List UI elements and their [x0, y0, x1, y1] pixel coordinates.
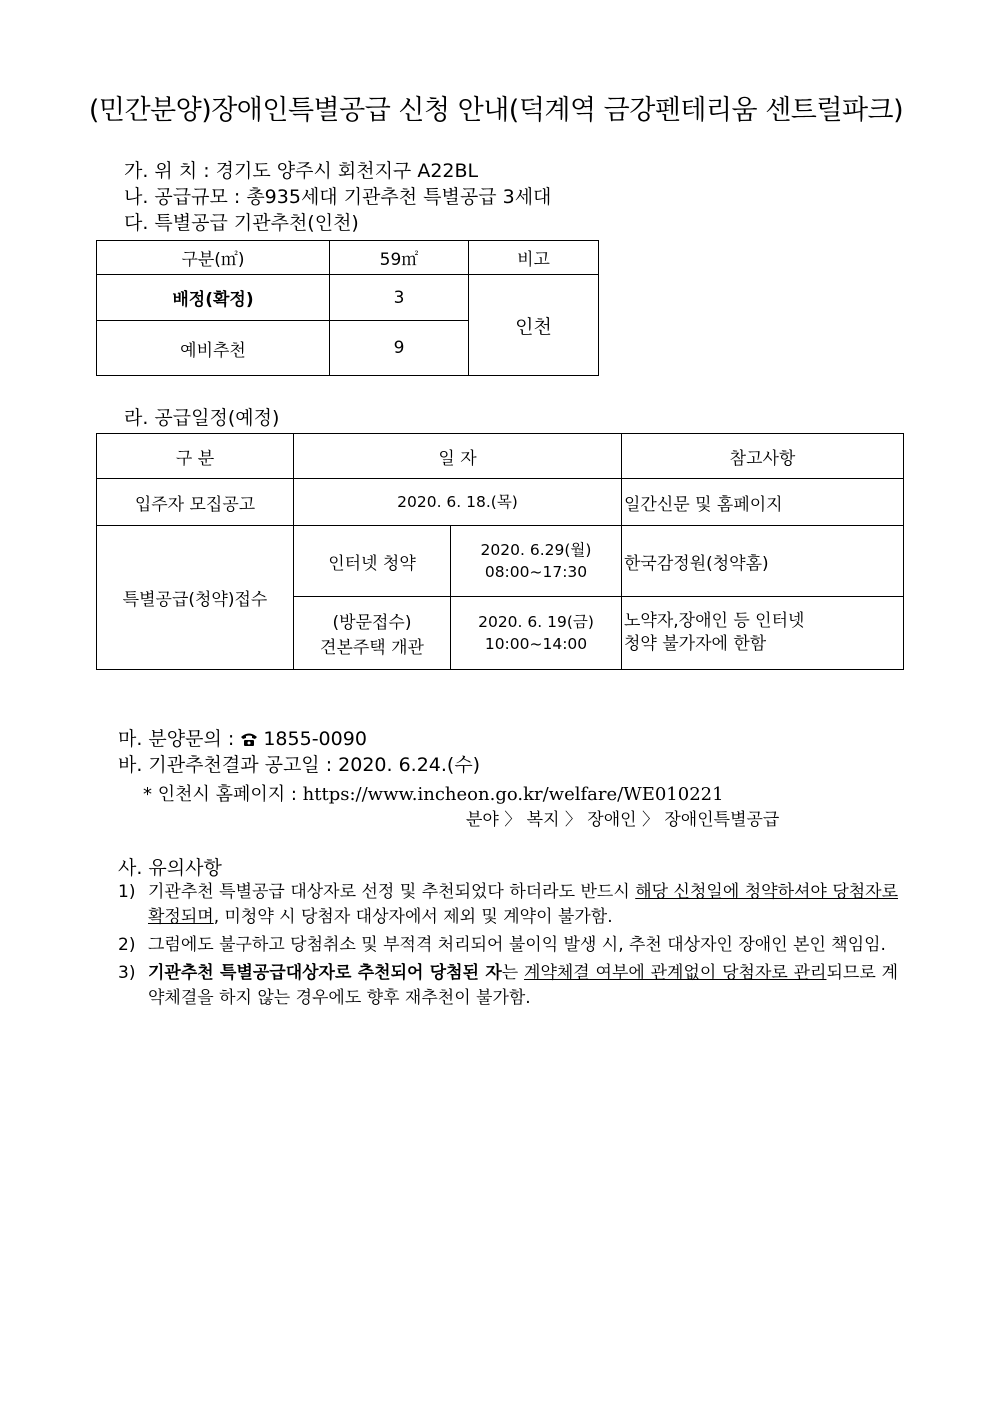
note-item [118, 961, 898, 1011]
row-value-reserve: 9 [330, 321, 469, 376]
schedule-date-internet [451, 526, 622, 597]
schedule-note-announcement: 일간신문 및 홈페이지 [622, 479, 904, 526]
schedule-date-announcement: 2020. 6. 18.(목) [294, 479, 622, 526]
note-number: 1) [118, 882, 136, 902]
note-item [118, 880, 898, 930]
time-text: 10:00~14:00 [484, 635, 588, 653]
row-label-confirmed: 배정(확정) [97, 275, 330, 321]
schedule-header-category: 구 분 [97, 434, 294, 479]
header-remark: 비고 [469, 241, 599, 275]
note-bold-text: 기관추천 특별공급대상자로 추천되어 당첨된 자 [148, 963, 502, 983]
notes-list [118, 880, 898, 1014]
visit-type-line2: 견본주택 개관 [320, 638, 424, 658]
row-label-reserve: 예비추천 [97, 321, 330, 376]
visit-note-line1: 노약자,장애인 등 인터넷 [624, 611, 805, 631]
schedule-header-note: 참고사항 [622, 434, 904, 479]
note-text: 는 [501, 963, 525, 983]
announce-line: 바. 기관추천결과 공고일 : 2020. 6.24.(수) [118, 754, 481, 776]
schedule-note-visit [622, 597, 904, 670]
telephone-icon [240, 730, 258, 752]
visit-note-line2: 청약 불가자에 한함 [624, 634, 767, 654]
location-line: 가. 위 치 : 경기도 양주시 회천지구 A22BL [124, 160, 479, 182]
homepage-prefix: * 인천시 홈페이지 : [143, 784, 303, 805]
note-underlined-text: 해당 신청일에 청약하셔야 당첨자로 확정되며 [148, 882, 899, 927]
row-value-confirmed: 3 [330, 275, 469, 321]
schedule-table [96, 433, 904, 670]
remark-cell: 인천 [469, 275, 599, 376]
notes-heading: 사. 유의사항 [118, 857, 222, 879]
schedule-type-visit [294, 597, 451, 670]
schedule-header-date: 일 자 [294, 434, 622, 479]
homepage-path: 분야 〉 복지 〉 장애인 〉 장애인특별공급 [466, 810, 780, 830]
note-number: 2) [118, 935, 136, 955]
time-text: 08:00~17:30 [484, 563, 588, 581]
contact-phone: 1855-0090 [263, 728, 367, 750]
section-heading-schedule: 라. 공급일정(예정) [124, 407, 280, 429]
schedule-note-internet: 한국감정원(청약홈) [622, 526, 904, 597]
contact-label: 마. 분양문의 : [118, 728, 241, 750]
note-number: 3) [118, 963, 136, 983]
header-category: 구분(㎡) [97, 241, 330, 275]
note-text: , 미청약 시 당첨자 대상자에서 제외 및 계약이 불가함. [213, 907, 613, 927]
schedule-category-special: 특별공급(청약)접수 [97, 526, 294, 670]
homepage-line [143, 780, 724, 806]
supply-scale-line: 나. 공급규모 : 총935세대 기관추천 특별공급 3세대 [124, 186, 552, 208]
note-item [118, 933, 898, 958]
schedule-date-visit [451, 597, 622, 670]
page-title: (민간분양)장애인특별공급 신청 안내(덕계역 금강펜테리움 센트럴파크) [88, 95, 904, 126]
note-text: 그럼에도 불구하고 당첨취소 및 부적격 처리되어 불이익 발생 시, 추천 대상자인 장애인 본인 책임임. [148, 935, 886, 955]
header-size: 59㎡ [330, 241, 469, 275]
section-heading-agency: 다. 특별공급 기관추천(인천) [124, 212, 359, 234]
contact-line [118, 724, 367, 752]
visit-type-line1: (방문접수) [332, 613, 412, 633]
schedule-type-internet: 인터넷 청약 [294, 526, 451, 597]
note-underlined-text: 계약체결 여부에 관계없이 당첨자로 관리 [524, 963, 827, 983]
date-text: 2020. 6.29(월) [480, 541, 592, 559]
homepage-url[interactable]: https://www.incheon.go.kr/welfare/WE010221 [302, 784, 724, 805]
note-text: 되므로 계약체결을 하지 않는 경우에도 향후 재추천이 불가함. [148, 963, 898, 1008]
schedule-category-announcement: 입주자 모집공고 [97, 479, 294, 526]
note-text: 기관추천 특별공급 대상자로 선정 및 추천되었다 하더라도 반드시 [148, 882, 636, 902]
allocation-table [96, 240, 599, 376]
date-text: 2020. 6. 19(금) [478, 613, 594, 631]
